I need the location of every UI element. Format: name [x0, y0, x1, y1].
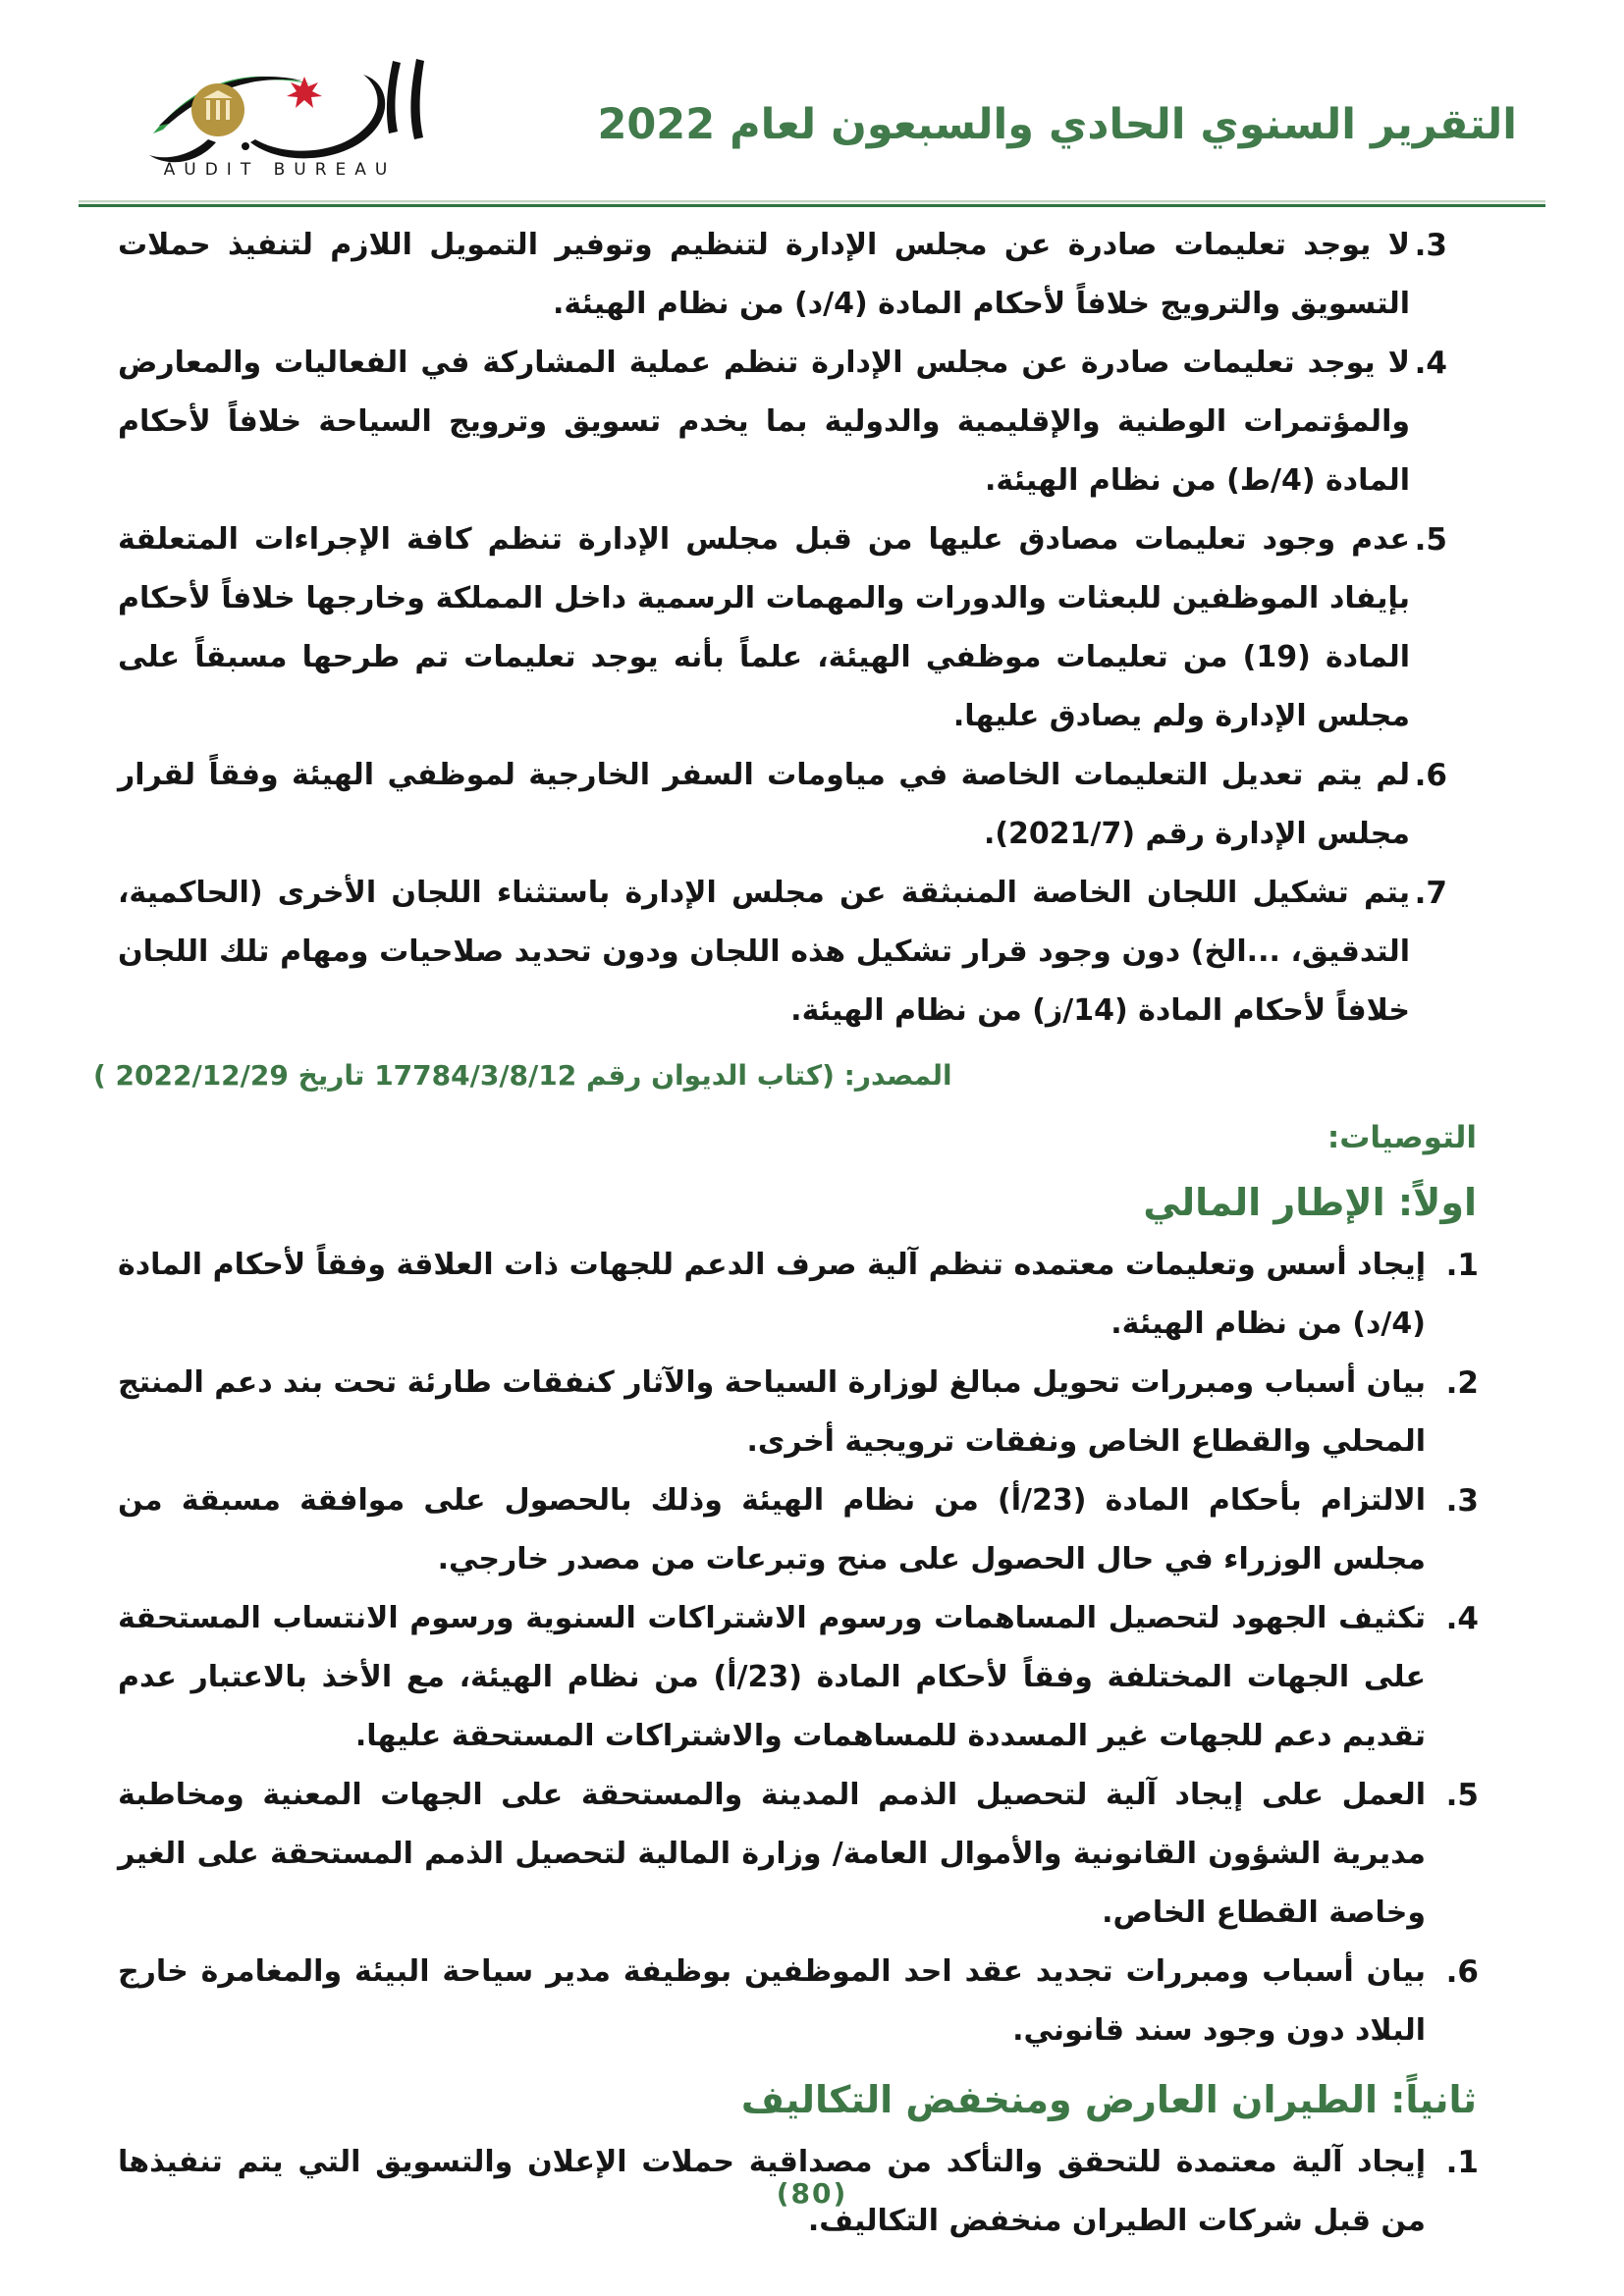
logo-caption: AUDIT BUREAU [163, 160, 397, 180]
audit-bureau-logo-graphic [98, 49, 461, 187]
section-title-charter-low-cost-aviation: ثانياً: الطيران العارض ومنخفض التكاليف [740, 2078, 1477, 2121]
header-rule [79, 200, 1545, 207]
finding-item [93, 864, 1487, 1041]
item-text: لا يوجد تعليمات صادرة عن مجلس الإدارة تنظم عملية المشاركة في الفعاليات والمعارض والمؤتمرات الوطنية والإقليمية والدولية بما يخدم تسويق وترويج السياحة خلافاً لأحكام المادة (4/ط) من نظام الهيئة. [118, 346, 1410, 498]
item-number: 4. [1414, 346, 1447, 381]
item-number: 6. [1445, 1954, 1479, 1990]
source-note: المصدر: (كتاب الديوان رقم 17784/3/8/12 تاريخ 2022/12/29 ) [93, 1059, 952, 1092]
item-text: يتم تشكيل اللجان الخاصة المنبثقة عن مجلس الإدارة باستثناء اللجان الأخرى (الحاكمية، التدقيق، ...الخ) دون وجود قرار تشكيل هذه اللجان ودون تحديد صلاحيات ومهام تلك اللجان خلافاً لأحكام المادة (14/ز) من نظام الهيئة. [118, 876, 1410, 1028]
item-text: إيجاد أسس وتعليمات معتمده تنظم آلية صرف الدعم للجهات ذات العلاقة وفقاً لأحكام المادة (4/د) من نظام الهيئة. [118, 1248, 1426, 1341]
item-number: 4. [1445, 1601, 1479, 1636]
item-text: العمل على إيجاد آلية لتحصيل الذمم المدينة والمستحقة على الجهات المعنية ومخاطبة مديرية الشؤون القانونية والأموال العامة/ وزارة المالية لتحصيل الذمم المستحقة على الغير وخاصة القطاع الخاص. [118, 1778, 1426, 1930]
recommendation-item [93, 1766, 1487, 1943]
audit-bureau-logo [98, 49, 461, 187]
recommendation-item [93, 1943, 1487, 2060]
logo-red-star [287, 77, 322, 108]
report-title: التقرير السنوي الحادي والسبعون لعام 2022 [597, 100, 1517, 149]
item-number: 1. [1445, 1248, 1479, 1283]
recommendation-item [93, 1354, 1487, 1471]
item-text: إيجاد آلية معتمدة للتحقق والتأكد من مصداقية حملات الإعلان والتسويق التي يتم تنفيذها من قبل شركات الطيران منخفض التكاليف. [118, 2145, 1426, 2238]
item-text: تكثيف الجهود لتحصيل المساهمات ورسوم الاشتراكات السنوية ورسوم الانتساب المستحقة على الجهات المختلفة وفقاً لأحكام المادة (23/أ) من نظام الهيئة، مع الأخذ بالاعتبار عدم تقديم دعم للجهات غير المسددة للمساهمات والاشتراكات المستحقة عليها. [118, 1601, 1426, 1753]
item-number: 3. [1414, 228, 1447, 263]
findings-list [93, 216, 1487, 1041]
finding-item [93, 216, 1487, 334]
page-content [93, 216, 1487, 2251]
item-number: 1. [1445, 2145, 1479, 2180]
item-text: لا يوجد تعليمات صادرة عن مجلس الإدارة لتنظيم وتوفير التمويل اللازم لتنفيذ حملات التسويق والترويج خلافاً لأحكام المادة (4/د) من نظام الهيئة. [118, 228, 1410, 321]
page-number: (80) [776, 2177, 848, 2210]
section-title-financial-framework: اولاً: الإطار المالي [1143, 1181, 1477, 1224]
recommendations-label: التوصيات: [1326, 1120, 1477, 1155]
recommendation-item [93, 1236, 1487, 1354]
item-number: 5. [1414, 522, 1447, 558]
recommendations-financial-list [93, 1236, 1487, 2060]
item-number: 6. [1414, 758, 1447, 793]
item-number: 2. [1445, 1365, 1479, 1401]
recommendation-item [93, 1471, 1487, 1589]
item-number: 3. [1445, 1483, 1479, 1519]
page-header [83, 49, 1531, 196]
logo-calligraphy [149, 59, 424, 162]
item-text: الالتزام بأحكام المادة (23/أ) من نظام الهيئة وذلك بالحصول على موافقة مسبقة من مجلس الوزراء في حال الحصول على منح وتبرعات من مصدر خارجي. [118, 1483, 1426, 1576]
finding-item [93, 334, 1487, 510]
finding-item [93, 510, 1487, 746]
item-text: بيان أسباب ومبررات تجديد عقد احد الموظفين بوظيفة مدير سياحة البيئة والمغامرة خارج البلاد دون وجود سند قانوني. [118, 1954, 1426, 2048]
item-number: 7. [1414, 876, 1447, 911]
item-number: 5. [1445, 1778, 1479, 1813]
finding-item [93, 746, 1487, 864]
item-text: عدم وجود تعليمات مصادق عليها من قبل مجلس الإدارة تنظم كافة الإجراءات المتعلقة بإيفاد الموظفين للبعثات والدورات والمهمات الرسمية داخل المملكة وخارجها خلافاً لأحكام المادة (19) من تعليمات موظفي الهيئة، علماً بأنه يوجد تعليمات تم طرحها مسبقاً على مجلس الإدارة ولم يصادق عليها. [118, 522, 1411, 733]
recommendation-item [93, 1589, 1487, 1766]
item-text: لم يتم تعديل التعليمات الخاصة في مياومات السفر الخارجية لموظفي الهيئة وفقاً لقرار مجلس الإدارة رقم (2021/7). [118, 758, 1410, 851]
item-text: بيان أسباب ومبررات تحويل مبالغ لوزارة السياحة والآثار كنفقات طارئة تحت بند دعم المنتج المحلي والقطاع الخاص ونفقات ترويجية أخرى. [118, 1365, 1426, 1459]
